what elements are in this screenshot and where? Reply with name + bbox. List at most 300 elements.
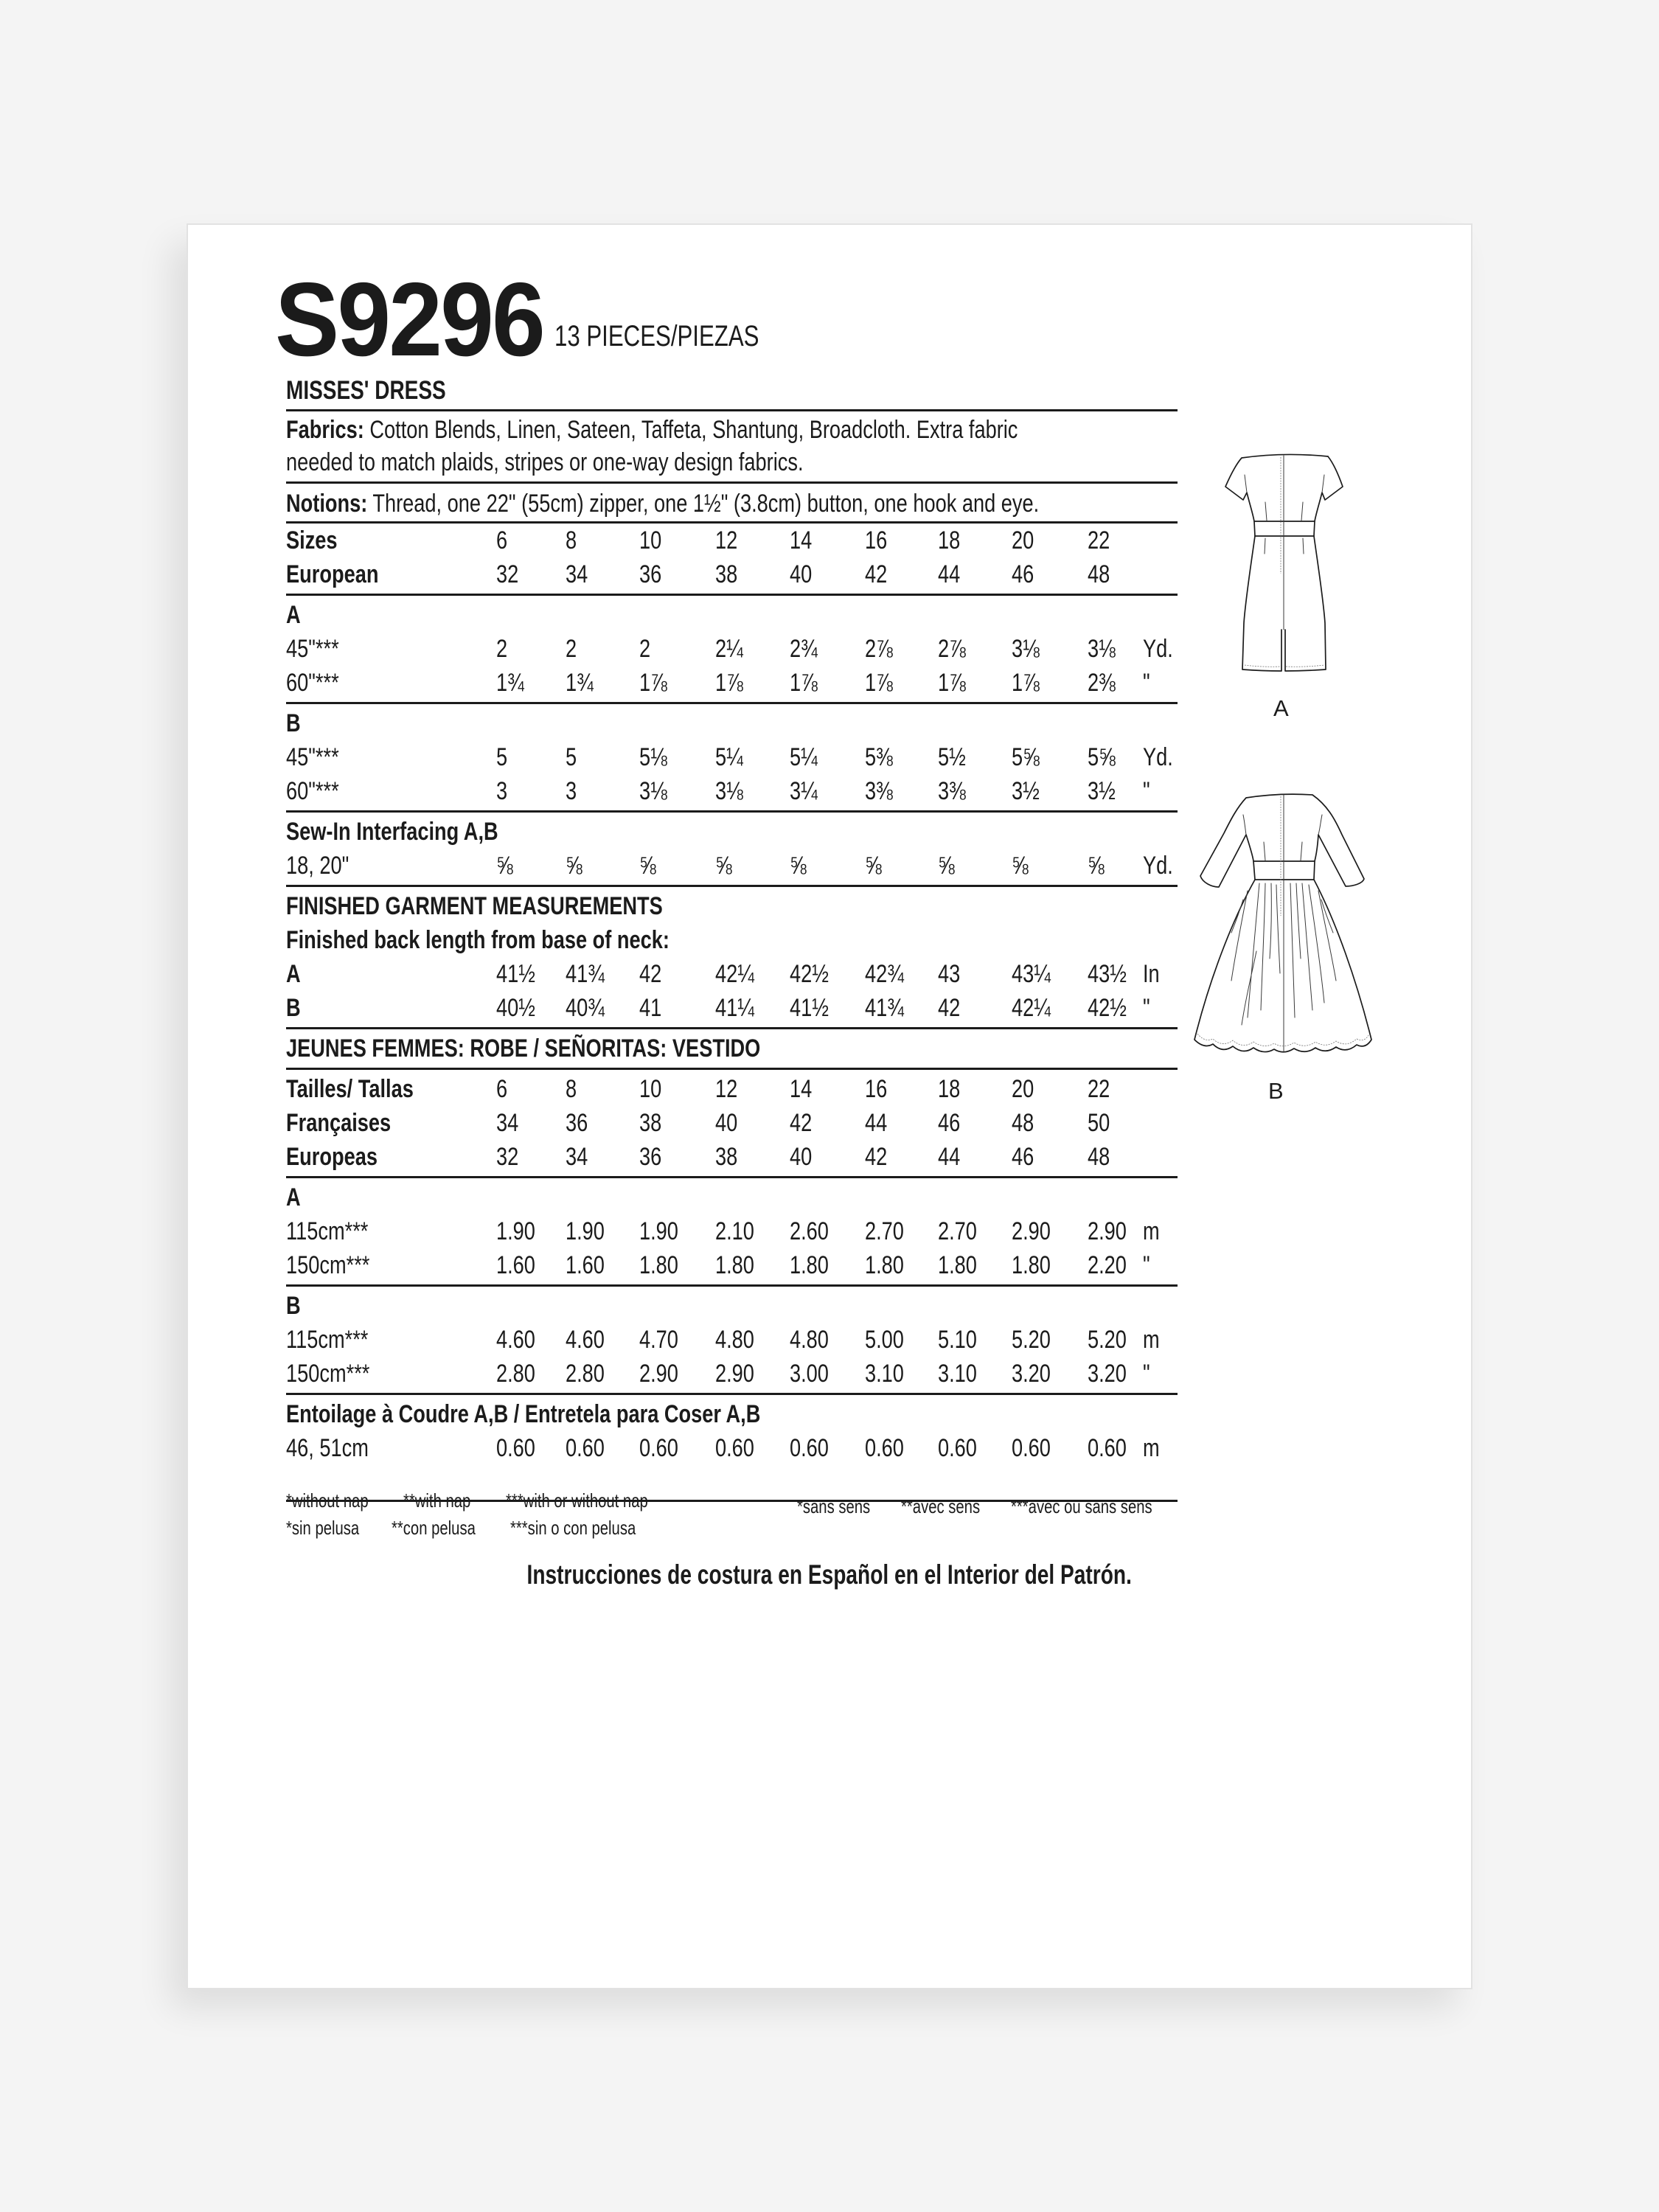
cell-value: ⅝ bbox=[1012, 852, 1029, 880]
table-cell bbox=[566, 849, 586, 883]
table-cell bbox=[1088, 632, 1122, 666]
unit-label bbox=[1143, 957, 1164, 991]
table-cell bbox=[566, 991, 614, 1025]
table-cell bbox=[790, 991, 838, 1025]
cell-value: 42¼ bbox=[715, 960, 754, 988]
view-a-label: A bbox=[1273, 695, 1289, 721]
cell-value: 42 bbox=[865, 560, 888, 588]
table-cell bbox=[496, 774, 510, 808]
unit-text: In bbox=[1143, 960, 1160, 988]
cell-value: 1.80 bbox=[639, 1251, 678, 1279]
cell-value: 36 bbox=[566, 1109, 588, 1137]
row-label bbox=[286, 991, 305, 1025]
table-cell bbox=[790, 957, 838, 991]
cell-value: 43 bbox=[938, 960, 961, 988]
table-row bbox=[286, 774, 1178, 808]
table-row bbox=[286, 1072, 1178, 1106]
cell-value: 46 bbox=[1012, 560, 1034, 588]
row-label bbox=[286, 598, 305, 632]
cell-value: 40½ bbox=[496, 994, 535, 1022]
table-row bbox=[286, 815, 1178, 849]
row-label-text: 46, 51cm bbox=[286, 1434, 369, 1462]
cell-value: 40 bbox=[790, 1143, 813, 1171]
table-cell bbox=[566, 1323, 614, 1357]
cell-value: ⅝ bbox=[566, 852, 582, 880]
cell-value: 0.60 bbox=[639, 1434, 678, 1462]
notions-text: Thread, one 22" (55cm) zipper, one 1½" (3.8cm) button, one hook and eye. bbox=[372, 490, 1040, 518]
table-cell bbox=[938, 1214, 987, 1248]
cell-value: 3.20 bbox=[1088, 1360, 1127, 1388]
table-cell bbox=[938, 1140, 966, 1174]
cell-value: 46 bbox=[1012, 1143, 1034, 1171]
table-cell bbox=[938, 957, 966, 991]
table-cell bbox=[790, 666, 824, 700]
cell-value: 5⅛ bbox=[639, 743, 667, 771]
row-label bbox=[286, 774, 352, 808]
table-section bbox=[286, 706, 1178, 808]
unit-label bbox=[1143, 1323, 1164, 1357]
table-row bbox=[286, 632, 1178, 666]
cell-value: 46 bbox=[938, 1109, 961, 1137]
cell-value: 3¼ bbox=[790, 777, 818, 805]
divider bbox=[286, 1284, 1178, 1287]
table-cell bbox=[715, 1248, 764, 1282]
table-cell bbox=[639, 774, 674, 808]
cell-value: 1.80 bbox=[790, 1251, 829, 1279]
cell-value: 0.60 bbox=[566, 1434, 605, 1462]
table-cell bbox=[865, 1357, 914, 1391]
table-cell bbox=[1012, 957, 1060, 991]
table-cell bbox=[639, 557, 667, 591]
cell-value: 48 bbox=[1088, 1143, 1110, 1171]
cell-value: 12 bbox=[715, 1075, 738, 1103]
table-cell bbox=[790, 1214, 838, 1248]
table-cell bbox=[566, 1357, 614, 1391]
row-label-text: 115cm*** bbox=[286, 1217, 369, 1245]
cell-value: 36 bbox=[639, 1143, 662, 1171]
row-label-text: A bbox=[286, 1183, 301, 1211]
table-cell bbox=[790, 1140, 818, 1174]
cell-value: 4.80 bbox=[790, 1326, 829, 1354]
cell-value: 2 bbox=[496, 635, 508, 663]
cell-value: 3.10 bbox=[865, 1360, 904, 1388]
cell-value: 1.60 bbox=[496, 1251, 535, 1279]
cell-value: 20 bbox=[1012, 1075, 1034, 1103]
cell-value: 5.20 bbox=[1012, 1326, 1051, 1354]
cell-value: 18 bbox=[938, 1075, 961, 1103]
cell-value: 44 bbox=[865, 1109, 888, 1137]
cell-value: 40¾ bbox=[566, 994, 605, 1022]
table-cell bbox=[715, 991, 764, 1025]
cell-value: 5 bbox=[566, 743, 577, 771]
table-cell bbox=[496, 524, 510, 557]
table-cell bbox=[639, 1072, 667, 1106]
footnote-es-1: *sin pelusa bbox=[286, 1517, 360, 1539]
table-cell bbox=[1088, 1072, 1116, 1106]
table-cell bbox=[496, 1072, 510, 1106]
cell-value: 40 bbox=[790, 560, 813, 588]
cell-value: 41¾ bbox=[566, 960, 605, 988]
table-cell bbox=[496, 1248, 545, 1282]
cell-value: 2.10 bbox=[715, 1217, 754, 1245]
footnote-en-2: **with nap bbox=[403, 1489, 471, 1512]
cell-value: 41 bbox=[639, 994, 662, 1022]
table-cell bbox=[496, 957, 545, 991]
table-row bbox=[286, 1323, 1178, 1357]
table-cell bbox=[566, 1248, 614, 1282]
cell-value: 5¼ bbox=[790, 743, 818, 771]
cell-value: 3½ bbox=[1088, 777, 1116, 805]
table-section bbox=[286, 1289, 1178, 1391]
table-cell bbox=[566, 1140, 594, 1174]
table-cell bbox=[715, 524, 743, 557]
unit-text: Yd. bbox=[1143, 743, 1173, 771]
pattern-title: MISSES' DRESS bbox=[286, 376, 446, 405]
unit-label bbox=[1143, 1214, 1164, 1248]
table-section bbox=[286, 889, 1178, 1025]
table-cell bbox=[938, 1106, 966, 1140]
table-section bbox=[286, 598, 1178, 700]
table-row bbox=[286, 1248, 1178, 1282]
piece-count: 13 PIECES/PIEZAS bbox=[554, 320, 759, 352]
table-cell bbox=[1088, 524, 1116, 557]
table-cell bbox=[790, 740, 824, 774]
cell-value: 41¼ bbox=[715, 994, 754, 1022]
row-label bbox=[286, 815, 552, 849]
cell-value: 34 bbox=[496, 1109, 519, 1137]
row-label-text: 150cm*** bbox=[286, 1251, 370, 1279]
row-label bbox=[286, 1214, 389, 1248]
cell-value: 0.60 bbox=[790, 1434, 829, 1462]
cell-value: 0.60 bbox=[938, 1434, 977, 1462]
row-label-text: 60"*** bbox=[286, 669, 339, 697]
cell-value: 22 bbox=[1088, 526, 1110, 554]
cell-value: 2.90 bbox=[1088, 1217, 1127, 1245]
cell-value: 42 bbox=[938, 994, 961, 1022]
table-cell bbox=[790, 849, 810, 883]
cell-value: 5⅝ bbox=[1012, 743, 1040, 771]
footnote-fr-1: *sans sens bbox=[797, 1495, 871, 1517]
table-cell bbox=[865, 740, 900, 774]
table-cell bbox=[1012, 1106, 1040, 1140]
table-row bbox=[286, 1214, 1178, 1248]
dress-b-outline bbox=[1194, 794, 1371, 1052]
cell-value: 3 bbox=[496, 777, 508, 805]
table-cell bbox=[566, 774, 580, 808]
row-label bbox=[286, 957, 305, 991]
table-row bbox=[286, 1289, 1178, 1323]
table-cell bbox=[496, 1431, 545, 1465]
cell-value: 5½ bbox=[938, 743, 966, 771]
row-label-text: B bbox=[286, 994, 301, 1022]
row-label-text: B bbox=[286, 709, 301, 737]
table-cell bbox=[496, 1214, 545, 1248]
unit-label bbox=[1143, 740, 1180, 774]
table-cell bbox=[1088, 1106, 1116, 1140]
table-cell bbox=[1012, 1214, 1060, 1248]
cell-value: 10 bbox=[639, 1075, 662, 1103]
cell-value: 2.70 bbox=[938, 1217, 977, 1245]
table-cell bbox=[1012, 991, 1060, 1025]
table-cell bbox=[1012, 632, 1046, 666]
table-cell bbox=[1012, 774, 1046, 808]
divider bbox=[286, 1176, 1178, 1178]
row-label-text: Sizes bbox=[286, 526, 338, 554]
table-cell bbox=[865, 632, 900, 666]
table-cell bbox=[639, 740, 674, 774]
divider bbox=[286, 481, 1178, 484]
cell-value: 43¼ bbox=[1012, 960, 1051, 988]
table-cell bbox=[1088, 1323, 1136, 1357]
table-cell bbox=[566, 1214, 614, 1248]
cell-value: 42 bbox=[639, 960, 662, 988]
row-label bbox=[286, 1032, 879, 1065]
table-cell bbox=[865, 849, 886, 883]
table-cell bbox=[1088, 1214, 1136, 1248]
table-cell bbox=[865, 957, 914, 991]
table-cell bbox=[1012, 1072, 1040, 1106]
cell-value: 2⅞ bbox=[865, 635, 893, 663]
cell-value: 2.60 bbox=[790, 1217, 829, 1245]
cell-value: 42¼ bbox=[1012, 994, 1051, 1022]
footnote-es-2: **con pelusa bbox=[392, 1517, 476, 1539]
table-cell bbox=[496, 557, 524, 591]
unit-text: m bbox=[1143, 1326, 1160, 1354]
cell-value: 0.60 bbox=[865, 1434, 904, 1462]
cell-value: 3.00 bbox=[790, 1360, 829, 1388]
table-cell bbox=[496, 991, 545, 1025]
table-cell bbox=[639, 957, 667, 991]
cell-value: 1⅞ bbox=[639, 669, 667, 697]
table-cell bbox=[639, 524, 667, 557]
unit-label bbox=[1143, 774, 1152, 808]
cell-value: 16 bbox=[865, 1075, 888, 1103]
cell-value: 3⅛ bbox=[639, 777, 667, 805]
table-cell bbox=[639, 1323, 688, 1357]
cell-value: 1⅞ bbox=[865, 669, 893, 697]
table-row bbox=[286, 666, 1178, 700]
table-cell bbox=[496, 740, 510, 774]
table-cell bbox=[790, 1323, 838, 1357]
table-cell bbox=[938, 849, 959, 883]
cell-value: 5⅜ bbox=[865, 743, 893, 771]
table-cell bbox=[566, 1106, 594, 1140]
cell-value: 38 bbox=[639, 1109, 662, 1137]
table-cell bbox=[938, 1323, 987, 1357]
cell-value: 2¼ bbox=[715, 635, 743, 663]
row-label bbox=[286, 1323, 389, 1357]
cell-value: 14 bbox=[790, 526, 813, 554]
table-cell bbox=[938, 774, 973, 808]
table-cell bbox=[938, 1248, 987, 1282]
table-cell bbox=[496, 1323, 545, 1357]
table-section bbox=[286, 1180, 1178, 1282]
cell-value: 14 bbox=[790, 1075, 813, 1103]
table-cell bbox=[639, 1357, 688, 1391]
cell-value: 1⅞ bbox=[715, 669, 743, 697]
cell-value: 41¾ bbox=[865, 994, 904, 1022]
dress-a-waistband bbox=[1254, 521, 1315, 536]
table-cell bbox=[865, 1072, 893, 1106]
cell-value: 2¾ bbox=[790, 635, 818, 663]
table-cell bbox=[938, 524, 966, 557]
table-cell bbox=[1088, 1248, 1136, 1282]
table-cell bbox=[865, 1248, 914, 1282]
table-row bbox=[286, 1357, 1178, 1391]
table-cell bbox=[790, 1357, 838, 1391]
cell-value: 48 bbox=[1088, 560, 1110, 588]
pattern-number: S9296 bbox=[275, 261, 543, 378]
row-label bbox=[286, 557, 402, 591]
cell-value: 34 bbox=[566, 1143, 588, 1171]
cell-value: 2⅞ bbox=[938, 635, 966, 663]
unit-label bbox=[1143, 666, 1152, 700]
table-cell bbox=[566, 557, 594, 591]
cell-value: 5 bbox=[496, 743, 508, 771]
unit-text: Yd. bbox=[1143, 635, 1173, 663]
table-cell bbox=[715, 1106, 743, 1140]
cell-value: ⅝ bbox=[496, 852, 513, 880]
table-cell bbox=[496, 1357, 545, 1391]
table-cell bbox=[1088, 666, 1122, 700]
table-cell bbox=[865, 774, 900, 808]
cell-value: 42¾ bbox=[865, 960, 904, 988]
divider bbox=[286, 702, 1178, 704]
table-section bbox=[286, 524, 1178, 591]
table-cell bbox=[496, 632, 510, 666]
cell-value: 1.80 bbox=[938, 1251, 977, 1279]
dress-a-hem-stitch bbox=[1245, 665, 1324, 667]
table-cell bbox=[1012, 1248, 1060, 1282]
table-cell bbox=[496, 849, 517, 883]
cell-value: 3⅛ bbox=[715, 777, 743, 805]
unit-label bbox=[1143, 991, 1152, 1025]
cell-value: 2.90 bbox=[639, 1360, 678, 1388]
cell-value: 42 bbox=[790, 1109, 813, 1137]
cell-value: 44 bbox=[938, 560, 961, 588]
dress-a-outline-right bbox=[1285, 456, 1343, 671]
divider bbox=[286, 1027, 1178, 1029]
table-cell bbox=[715, 557, 743, 591]
table-cell bbox=[790, 1072, 818, 1106]
table-row bbox=[286, 1431, 1178, 1465]
table-cell bbox=[865, 1106, 893, 1140]
table-cell bbox=[938, 557, 966, 591]
table-cell bbox=[1012, 1323, 1060, 1357]
cell-value: 18 bbox=[938, 526, 961, 554]
table-section bbox=[286, 815, 1178, 883]
cell-value: 1.80 bbox=[865, 1251, 904, 1279]
dress-a-outline-left bbox=[1225, 454, 1328, 671]
cell-value: 3.20 bbox=[1012, 1360, 1051, 1388]
footnote-fr-2: **avec sens bbox=[901, 1495, 981, 1517]
cell-value: ⅝ bbox=[938, 852, 955, 880]
table-cell bbox=[1088, 849, 1108, 883]
table-cell bbox=[938, 666, 973, 700]
cell-value: 42½ bbox=[1088, 994, 1127, 1022]
unit-text: " bbox=[1143, 994, 1150, 1022]
cell-value: 50 bbox=[1088, 1109, 1110, 1137]
row-label-text: JEUNES FEMMES: ROBE / SEÑORITAS: VESTIDO bbox=[286, 1034, 761, 1062]
cell-value: 6 bbox=[496, 1075, 508, 1103]
row-label-text: Tailles/ Tallas bbox=[286, 1075, 414, 1103]
cell-value: 12 bbox=[715, 526, 738, 554]
table-cell bbox=[790, 1248, 838, 1282]
table-cell bbox=[715, 1431, 764, 1465]
table-row bbox=[286, 991, 1178, 1025]
unit-text: " bbox=[1143, 1360, 1150, 1388]
cell-value: 2.80 bbox=[566, 1360, 605, 1388]
cell-value: 8 bbox=[566, 1075, 577, 1103]
row-label bbox=[286, 1431, 389, 1465]
cell-value: ⅝ bbox=[790, 852, 807, 880]
unit-text: Yd. bbox=[1143, 852, 1173, 880]
divider bbox=[286, 1393, 1178, 1395]
cell-value: 4.80 bbox=[715, 1326, 754, 1354]
row-label bbox=[286, 740, 352, 774]
table-cell bbox=[566, 957, 614, 991]
cell-value: 42 bbox=[865, 1143, 888, 1171]
table-section bbox=[286, 1397, 1178, 1465]
cell-value: 1.80 bbox=[715, 1251, 754, 1279]
table-cell bbox=[790, 557, 818, 591]
row-label-text: B bbox=[286, 1292, 301, 1320]
table-cell bbox=[938, 991, 966, 1025]
footnote-en-1: *without nap bbox=[286, 1489, 369, 1512]
table-cell bbox=[566, 1431, 614, 1465]
table-cell bbox=[639, 632, 653, 666]
table-cell bbox=[715, 774, 750, 808]
row-label bbox=[286, 1072, 445, 1106]
row-label-text: European bbox=[286, 560, 379, 588]
cell-value: 3⅜ bbox=[865, 777, 893, 805]
row-label bbox=[286, 706, 305, 740]
footnote-en-3: ***with or without nap bbox=[506, 1489, 648, 1512]
table-cell bbox=[566, 632, 580, 666]
cell-value: 44 bbox=[938, 1143, 961, 1171]
table-cell bbox=[790, 524, 818, 557]
row-label bbox=[286, 1357, 391, 1391]
cell-value: 20 bbox=[1012, 526, 1034, 554]
table-cell bbox=[790, 1431, 838, 1465]
table-cell bbox=[1088, 1357, 1136, 1391]
cell-value: 4.60 bbox=[566, 1326, 605, 1354]
table-cell bbox=[566, 1072, 580, 1106]
unit-label bbox=[1143, 632, 1180, 666]
table-cell bbox=[496, 1106, 524, 1140]
cell-value: 3⅛ bbox=[1012, 635, 1040, 663]
cell-value: 2 bbox=[639, 635, 651, 663]
cell-value: 1.90 bbox=[566, 1217, 605, 1245]
row-label-text: Europeas bbox=[286, 1143, 378, 1171]
table-cell bbox=[639, 1431, 688, 1465]
table-cell bbox=[639, 1214, 688, 1248]
table-cell bbox=[566, 666, 600, 700]
cell-value: 3⅛ bbox=[1088, 635, 1116, 663]
table-cell bbox=[865, 1431, 914, 1465]
table-row bbox=[286, 524, 1178, 557]
table-cell bbox=[938, 1357, 987, 1391]
row-label bbox=[286, 666, 352, 700]
dress-b-hem-stitch bbox=[1197, 1034, 1368, 1046]
table-cell bbox=[1088, 740, 1122, 774]
table-row bbox=[286, 1140, 1178, 1174]
cell-value: ⅝ bbox=[639, 852, 656, 880]
table-cell bbox=[639, 1106, 667, 1140]
table-section bbox=[286, 1072, 1178, 1174]
row-label bbox=[286, 1289, 305, 1323]
table-cell bbox=[865, 524, 893, 557]
